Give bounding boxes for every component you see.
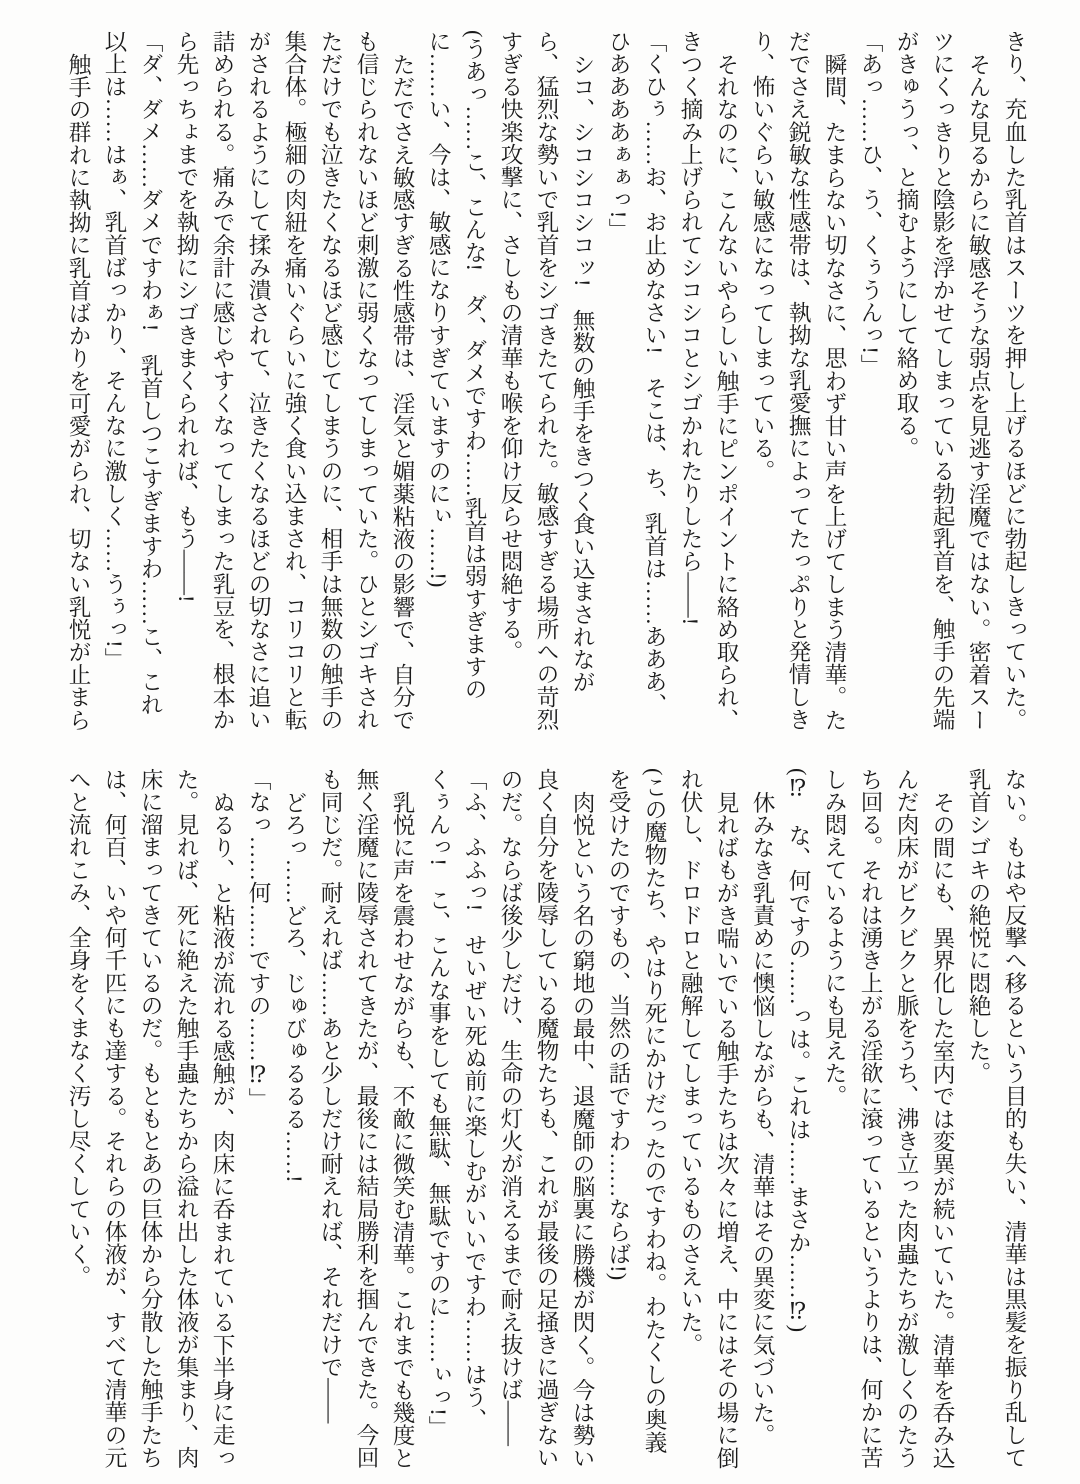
paragraph: 「あっ……ひ、う、くぅうんっ!」: [858, 30, 883, 377]
paragraph: 乳悦に声を震わせながらも、不敵に微笑む清華。これまでも幾度と無く淫魔に陵辱されてきたが、最後には結局勝利を掴んできた。今回も同じだ。耐えれば……あと少しだけ耐えれば、それだけで――: [318, 768, 415, 1469]
paragraph: きり、充血した乳首はスーツを押し上げるほどに勃起しきっていた。: [1002, 30, 1027, 731]
paragraph: ぬるり、と粘液が流れる感触が、肉床に呑まれている下半身に走った。見れば、死に絶えた触手蟲たちから溢れ出した体液が集まり、肉床に溜まってきているのだ。もともとあの巨体から分散した触手たちは、何百、いや何千匹にも達する。それらの体液が、すべて清華の元へと流れこみ、全身をくまなく汚し尽くしていく。: [66, 768, 235, 1469]
paragraph: それなのに、こんないやらしい触手にピンポイントに絡め取られ、きつく摘み上げられてシコシコとシゴかれたりしたら――!: [678, 30, 739, 731]
paragraph: (うあっ……こ、こんな! ダ、ダメですわ……乳首は弱すぎますのに……い、今は、敏感になりすぎていますのにぃ……!): [426, 30, 487, 701]
paragraph: (この魔物たち、やはり死にかけだったのですわね。わたくしの奥義を受けたのですもの、当然の話ですわ……ならば!): [606, 768, 667, 1454]
paragraph: 「ふ、ふふっ! せいぜい死ぬ前に楽しむがいいですわ……はう、くぅんっ! こ、こんな事をしても無駄、無駄ですのに……ぃっ!」: [426, 768, 487, 1439]
paragraph: ただでさえ敏感すぎる性感帯は、淫気と媚薬粘液の影響で、自分でも信じられないほど刺激に弱くなってしまっていた。ひとシゴキされただけでも泣きたくなるほど感じてしまうのに、相手は無数の触手の集合体。極細の肉紐を痛いぐらいに強く食い込まされ、コリコリと転がされるようにして揉み潰されて、泣きたくなるほどの切なさに追い詰められる。痛みで余計に感じやすくなってしまった乳豆を、根本から先っちょまでを執拗にシゴきまくられれば、もう――!: [174, 30, 415, 731]
paragraph: シコ、シコシコシコッ! 無数の触手をきつく食い込まされながら、猛烈な勢いで乳首をシゴきたてられた。敏感すぎる場所への苛烈すぎる快楽攻撃に、さしもの清華も喉を仰け反らせ悶絶する。: [498, 30, 595, 731]
paragraph: 「なっ……何……ですの……⁉」: [246, 768, 271, 1111]
paragraph: その間にも、異界化した室内では変異が続いていた。清華を呑み込んだ肉床がビクビクと脈をうち、沸き立った肉蟲たちが激しくのたうち回る。それは湧き上がる淫欲に滾っているというよりは、何かに苦しみ悶えているようにも見えた。: [822, 768, 955, 1469]
paragraph: 瞬間、たまらない切なさに、思わず甘い声を上げてしまう清華。ただでさえ鋭敏な性感帯は、執拗な乳愛撫によってたっぷりと発情しきり、怖いぐらい敏感になってしまっている。: [750, 30, 847, 731]
paragraph: そんな見るからに敏感そうな弱点を見逃す淫魔ではない。密着スーツにくっきりと陰影を浮かせてしまっている勃起乳首を、触手の先端がきゅうっ、と摘むようにして絡め取る。: [894, 30, 991, 731]
paragraph: (⁉ な、何ですの……っは。これは……まさか……⁉): [786, 768, 811, 1333]
paragraph: どろっ……どろ、じゅびゅるるる……!: [282, 790, 307, 1183]
paragraph: 休みなき乳責めに懊悩しながらも、清華はその異変に気づいた。: [750, 790, 775, 1446]
paragraph: 「くひぅ……お、お止めなさい! そこは、ち、乳首は……あああ、ひああああぁぁっ!」: [606, 30, 667, 716]
paragraph: 肉悦という名の窮地の最中、退魔師の脳裏に勝機が閃く。今は勢い良く自分を陵辱している魔物たちも、これが最後の足掻きに過ぎないのだ。ならば後少しだけ、生命の灯火が消えるまで耐え抜けば――: [498, 768, 595, 1469]
paragraph: 見ればもがき喘いでいる触手たちは次々に増え、中にはその場に倒れ伏し、ドロドロと融解してしまっているものさえいた。: [678, 768, 739, 1469]
paragraph: ない。もはや反撃へ移るという目的も失い、清華は黒髪を振り乱して乳首シゴキの絶悦に悶絶した。: [966, 768, 1027, 1469]
text-block-top: [60, 30, 1032, 732]
paragraph: 触手の群れに執拗に乳首ばかりを可愛がられ、切ない乳悦が止まら: [66, 52, 91, 731]
text-block-bottom: [60, 768, 1032, 1470]
paragraph: 「ダ、ダメ……ダメですわぁ! 乳首しつこすぎますわ……こ、これ以上は……はぁ、乳首ばっかり、そんなに激しく……うぅっ!」: [102, 30, 163, 716]
